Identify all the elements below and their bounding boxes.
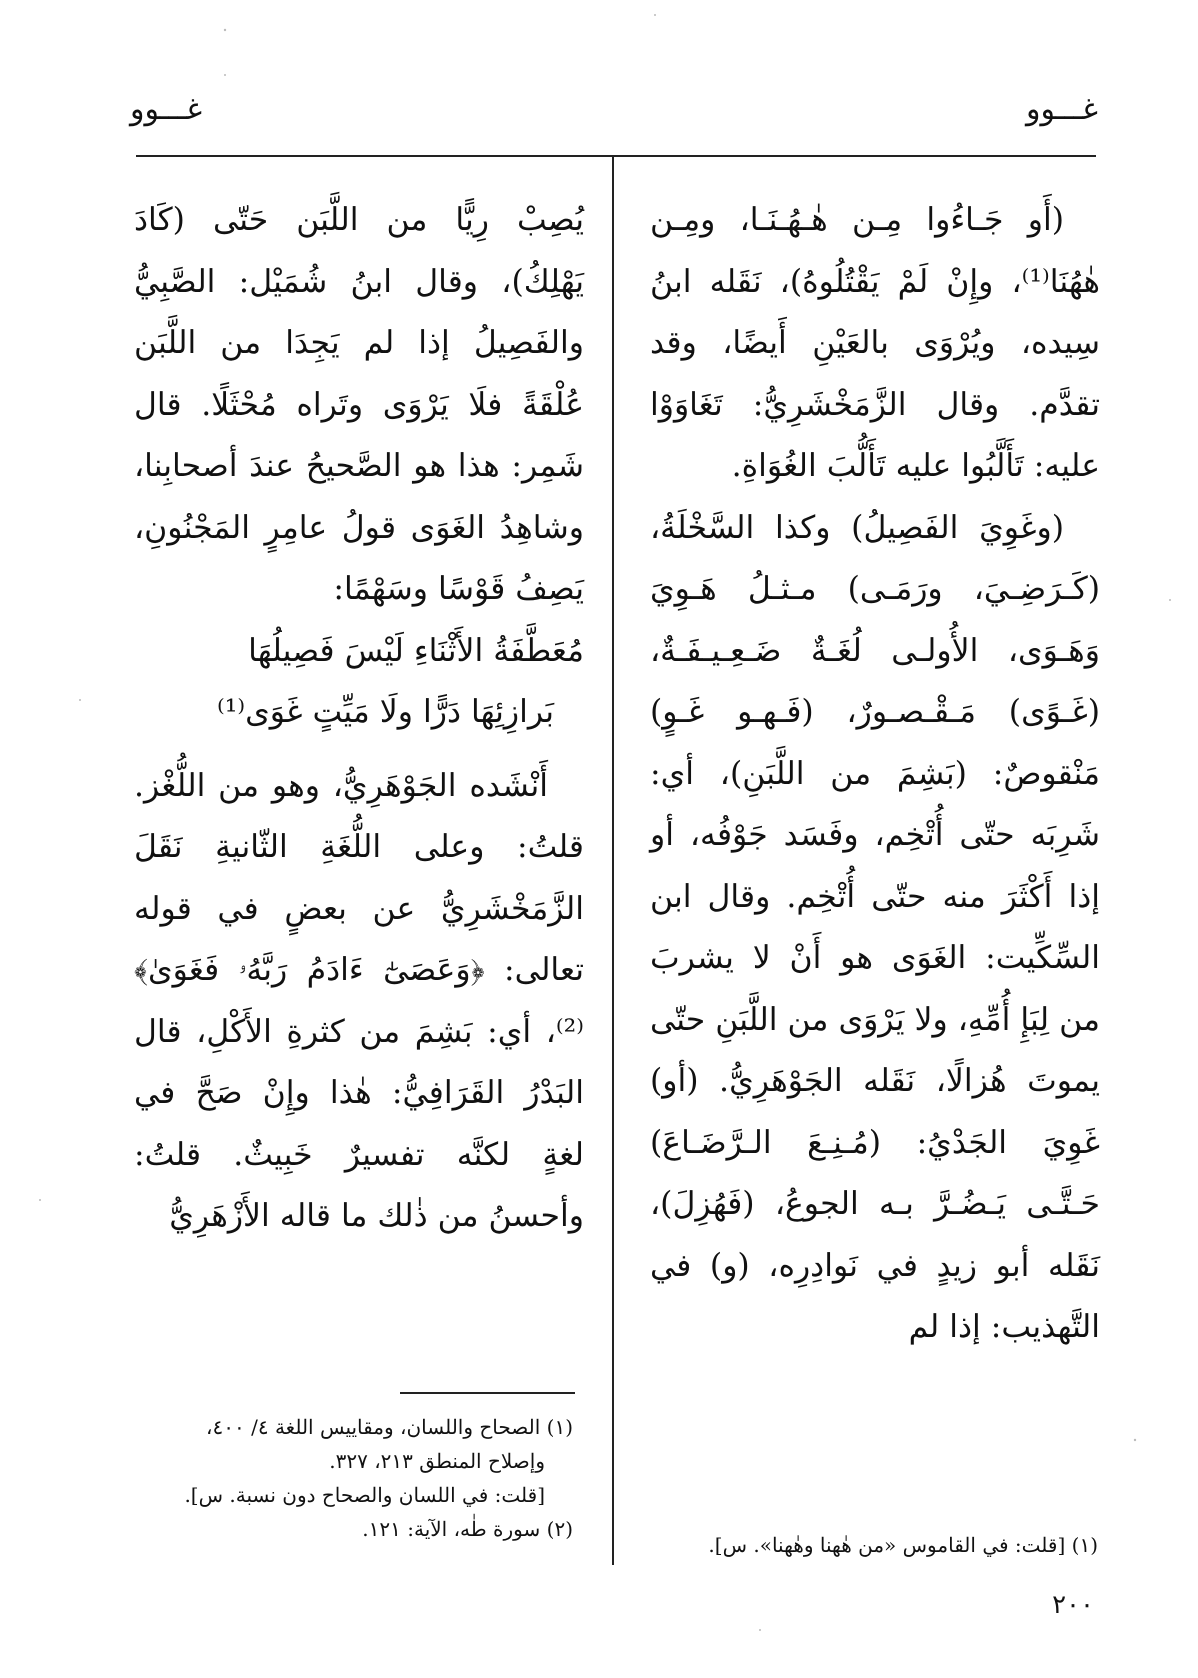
page-number: ٢٠٠ [1052, 1590, 1094, 1620]
right-column [650, 190, 1100, 1359]
right-paragraph-1: (أَو جَـاءُوا مِـن هٰـهُـنَـا، ومِـن هٰهُنَا⁽¹⁾، وإِنْ لَمْ يَقْتُلُوهُ)، نَقَله ابنُ سِيده، ويُرْوَى بالعَيْنِ أَيضًا، وقد تقدَّم. وقال الزَّمَخْشَرِيُّ: تَغَاوَوْا عليه: تَأَلَّبُوا عليه تَأَلُّبَ الغُوَاةِ. [650, 202, 1100, 484]
left-column [134, 190, 584, 1248]
footnotes-right [638, 1528, 1098, 1562]
footnote-1-line-3: [قلت: في اللسان والصحاح دون نسبة. س]. [184, 1483, 545, 1507]
footnote-1-line-1: (١) الصحاح واللسان، ومقاييس اللغة ٤/ ٤٠٠، [206, 1415, 573, 1439]
running-header-left: غـــوو [130, 92, 203, 127]
footnote-1-line-2: وإصلاح المنطق ٢١٣، ٣٢٧. [329, 1449, 545, 1473]
right-paragraph-2: (وغَوِيَ الفَصِيلُ) وكذا السَّخْلَةُ، (كَـرَضِـيَ، ورَمَـى) مـثـلُ هَـوِيَ وَهَـوَى، الأُولـى لُغَـةٌ ضَـعِـيـفَـةٌ، (غَـوًى) مَـقْـصـورٌ، (فَـهـو غَـوٍ) مَنْقوصٌ: (بَشِمَ من اللَّبَنِ)، أي: شَرِبَه حتّى أُتْخِم، وفَسَد جَوْفُه، أو إذا أَكْثَرَ منه حتّى أُتْخِم. وقال ابن السِّكِّيت: الغَوَى هو أَنْ لا يشربَ من لِبَإِ أُمِّهِ، ولا يَرْوَى من اللَّبَنِ حتّى يموتَ هُزالًا، نَقَله الجَوْهَرِيُّ. (أو) غَوِيَ الجَدْيُ: (مُـنِـعَ الـرَّضَـاعَ) حَـتَّـى يَـضُـرَّ بـه الجوعُ، (فَهُزِلَ)، نَقَله أبو زيدٍ في نَوادِرِه، (و) في التَّهذيب: إذا لم [650, 509, 1100, 1345]
footnotes-left [118, 1410, 573, 1546]
footnote-rule [400, 1392, 575, 1394]
poem-verse-first-hemistich: مُعَطَّفَةُ الأَثْنَاءِ لَيْسَ فَصِيلُهَا [248, 632, 584, 669]
footnote-2: (٢) سورة طٰه، الآية: ١٢١. [362, 1517, 573, 1541]
poem-verse-second-hemistich: بَرازِئِهَا دَرًّا ولَا مَيِّتٍ غَوَى⁽¹⁾ [216, 694, 554, 730]
column-divider [612, 155, 614, 1565]
footnote-right-1: (١) [قلت: في القاموس «من هٰهنا وهٰهنا». س]. [708, 1533, 1098, 1557]
left-paragraph-2: أَنْشَده الجَوْهَرِيُّ، وهو من اللُّغْز. قلتُ: وعلى اللُّغَةِ الثّانيةِ نَقَلَ الزَّمَخْشَرِيُّ عن بعضٍ في قوله تعالى: ﴿وَعَصَىٰٓ ءَادَمُ رَبَّهُۥ فَغَوَىٰ﴾⁽²⁾، أي: بَشِمَ من كثرةِ الأَكْلِ، قال البَدْرُ القَرَافِيُّ: هٰذا وإِنْ صَحَّ في لغةٍ لكنَّه تفسيرٌ خَبِيثٌ. قلتُ: وأحسنُ من ذٰلك ما قاله الأَزْهَرِيُّ [134, 767, 584, 1234]
header-rule [136, 155, 1096, 157]
running-header-right: غـــوو [1025, 92, 1098, 127]
left-paragraph-1: يُصِبْ رِيًّا من اللَّبَن حَتّى (كَادَ يَهْلِكُ)، وقال ابنُ شُمَيْل: الصَّبِيُّ والفَصِيلُ إذا لم يَجِدَا من اللَّبَن عُلْقَةً فلَا يَرْوَى وتَراه مُحْثَلًا. قال شَمِر: هذا هو الصَّحيحُ عندَ أصحابِنا، وشاهِدُ الغَوَى قولُ عامِرٍ المَجْنُونِ، يَصِفُ قَوْسًا وسَهْمًا: [134, 202, 584, 607]
